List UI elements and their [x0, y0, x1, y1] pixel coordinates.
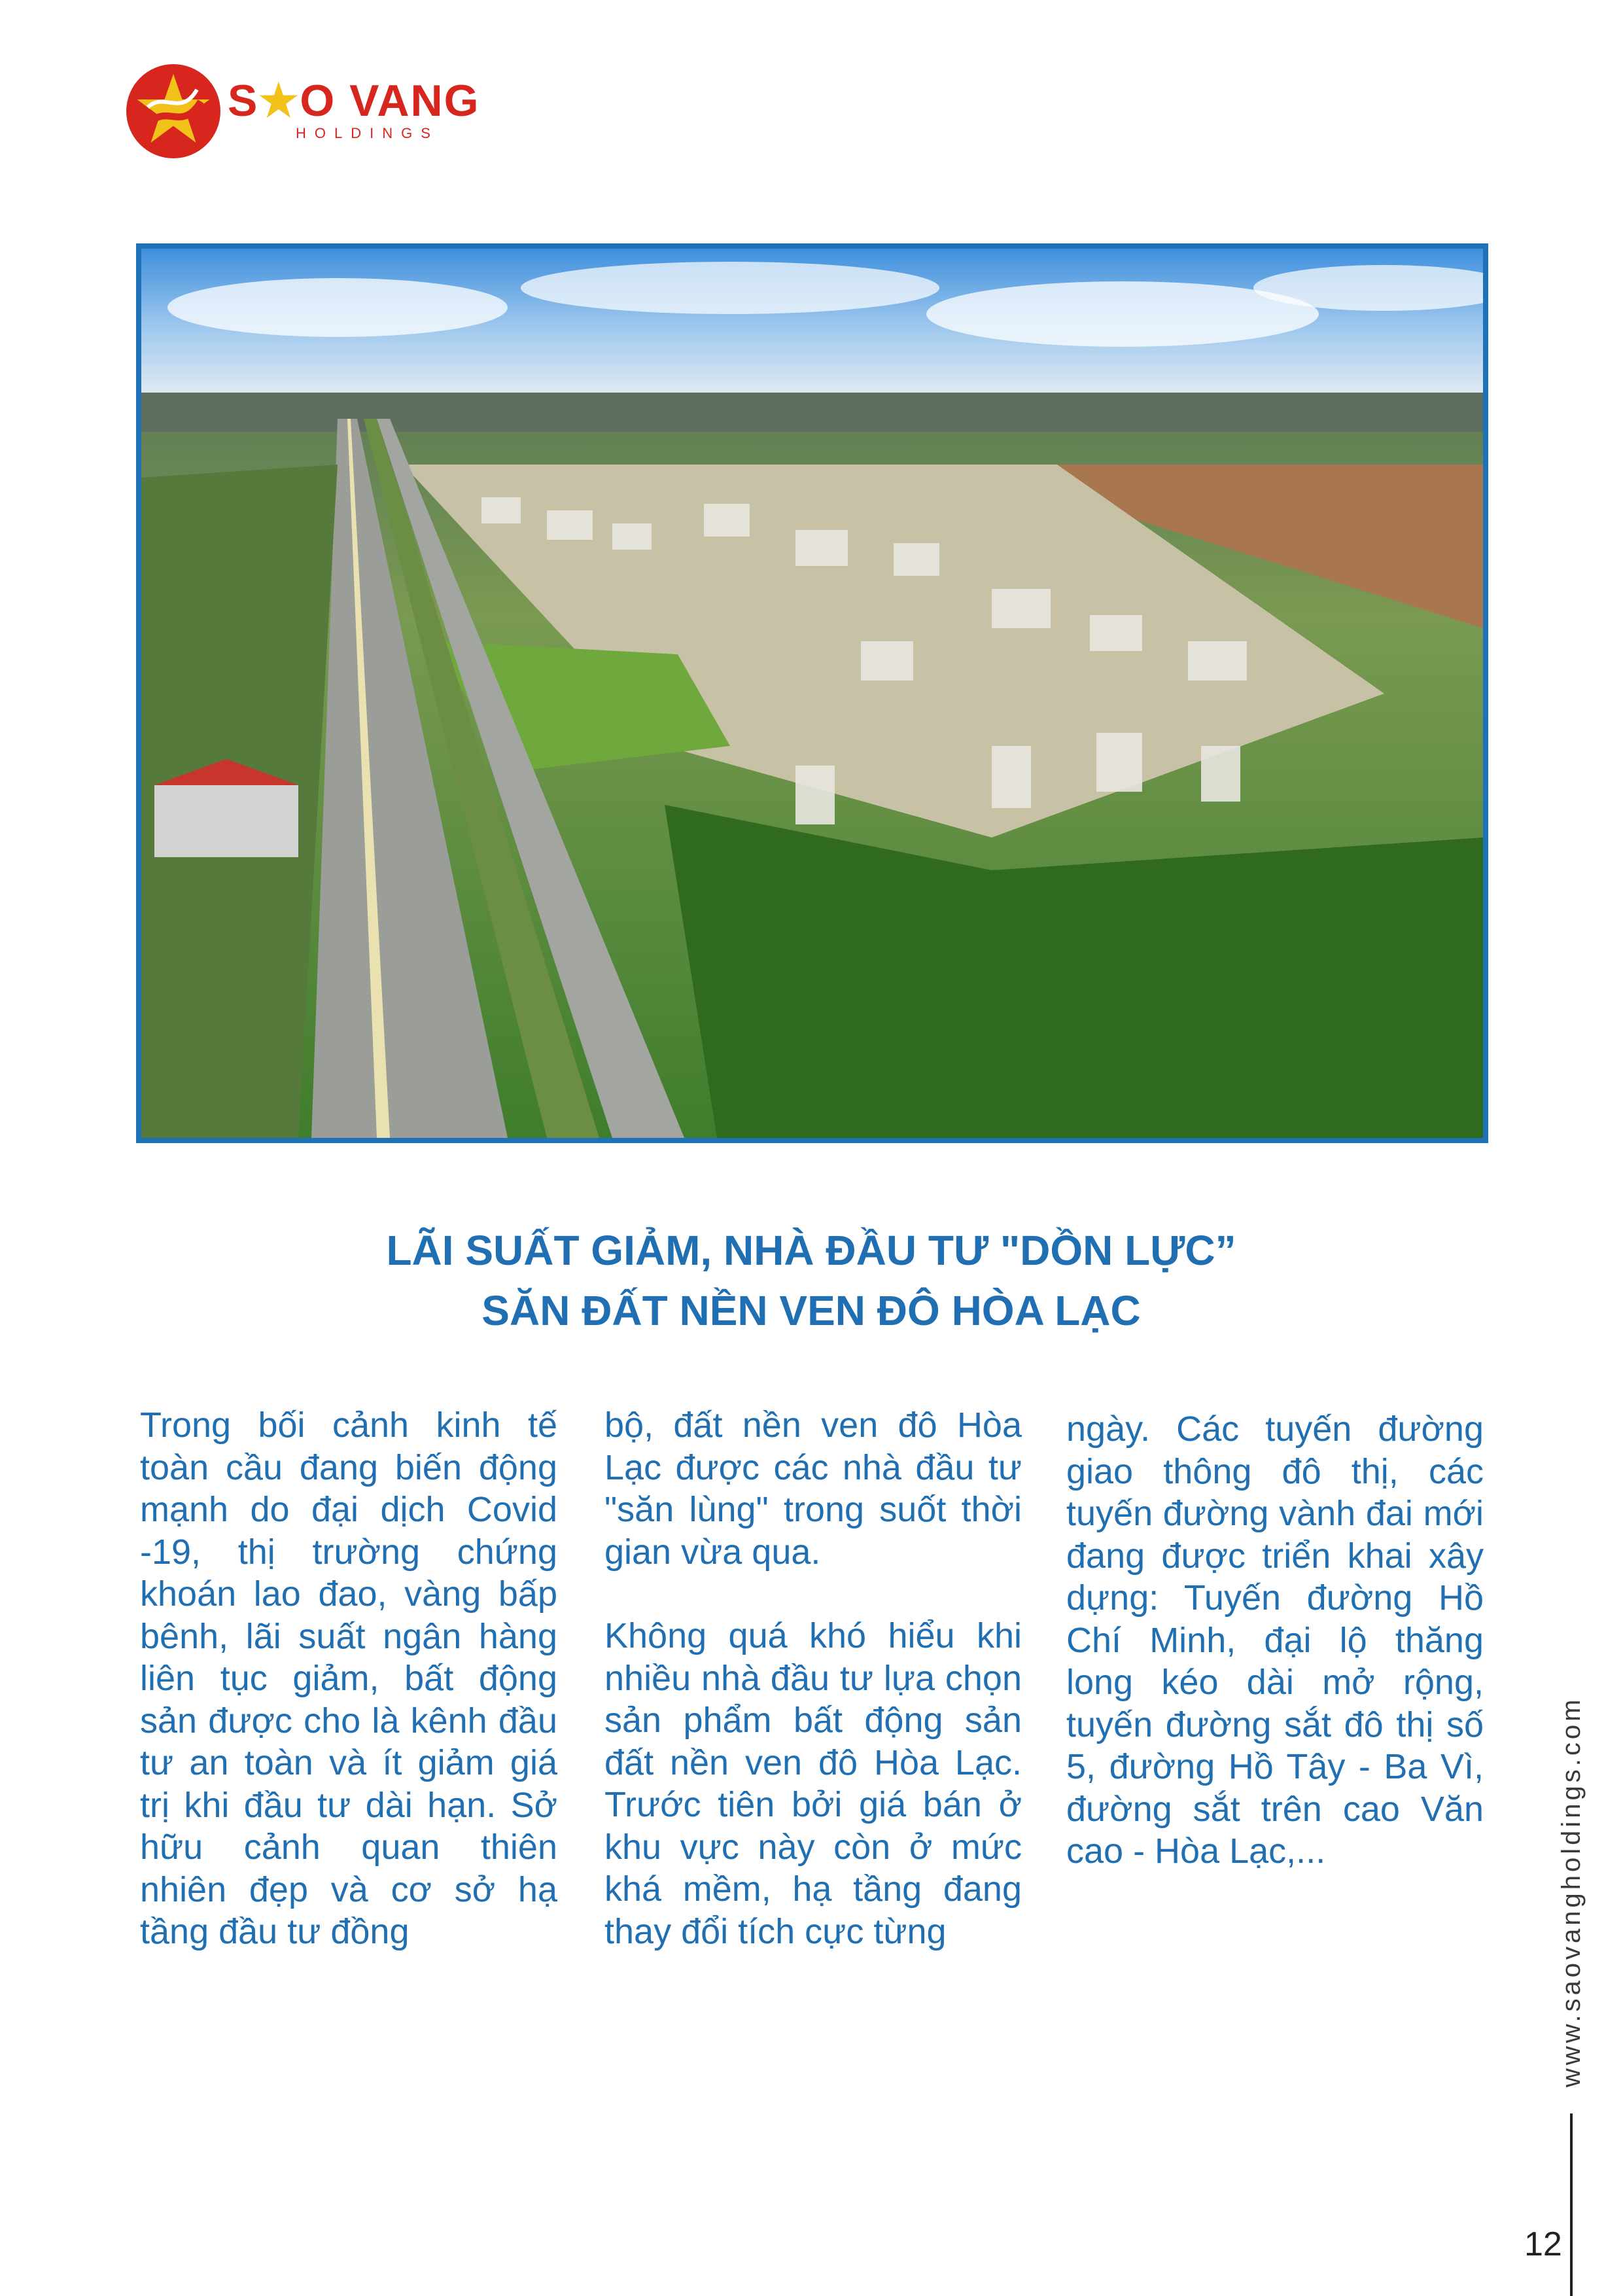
paragraph: bộ, đất nền ven đô Hòa Lạc được các nhà đầu tư "săn lùng" trong suốt thời gian vừa qua. — [604, 1405, 1022, 1572]
logo-text-before: S — [228, 76, 259, 126]
article-title-line-1: LÃI SUẤT GIẢM, NHÀ ĐẦU TƯ "DỒN LỰC” — [386, 1227, 1236, 1274]
company-logo — [124, 62, 491, 160]
article-column-2 — [604, 1404, 1022, 1952]
paragraph: Không quá khó hiểu khi nhiều nhà đầu tư lựa chọn sản phẩm bất động sản đất nền ven đô Hòa Lạc. Trước tiên bởi giá bán ở khu vực này còn ở mức khá mềm, hạ tầng đang thay đổi tích cực từng — [604, 1616, 1022, 1951]
website-url: www.saovangholdings.com — [1557, 1696, 1586, 2087]
page-number: 12 — [1524, 2225, 1562, 2263]
paragraph: Trong bối cảnh kinh tế toàn cầu đang biến động mạnh do đại dịch Covid -19, thị trường chứng khoán lao đao, vàng bấp bênh, lãi suất ngân hàng liên tục giảm, bất động sản được cho là kênh đầu tư an toàn và ít giảm giá trị khi đầu tư dài hạn. Sở hữu cảnh quan thiên nhiên đẹp và cơ sở hạ tầng đầu tư đồng — [140, 1405, 557, 1951]
article-title — [196, 1220, 1426, 1341]
logo-wordmark — [228, 75, 480, 127]
aerial-photo — [136, 243, 1488, 1143]
article-column-1 — [140, 1404, 557, 1953]
side-divider — [1570, 2113, 1573, 2296]
aerial-photo-image — [141, 249, 1483, 1138]
logo-text-after: O VANG — [300, 76, 480, 126]
paragraph: ngày. Các tuyến đường giao thông đô thị, các tuyến đường vành đai mới đang được triển khai xây dựng: Tuyến đường Hồ Chí Minh, đại lộ thăng long kéo dài mở rộng, tuyến đường sắt đô thị số 5, đường Hồ Tây - Ba Vì, đường sắt trên cao Văn cao - Hòa Lạc,... — [1066, 1409, 1484, 1871]
article-title-line-2: SĂN ĐẤT NỀN VEN ĐÔ HÒA LẠC — [481, 1287, 1141, 1334]
star-logo-icon — [124, 62, 222, 160]
logo-subtitle: HOLDINGS — [296, 125, 439, 141]
article-column-3 — [1066, 1408, 1484, 1873]
logo-star-icon: ★ — [258, 76, 300, 126]
